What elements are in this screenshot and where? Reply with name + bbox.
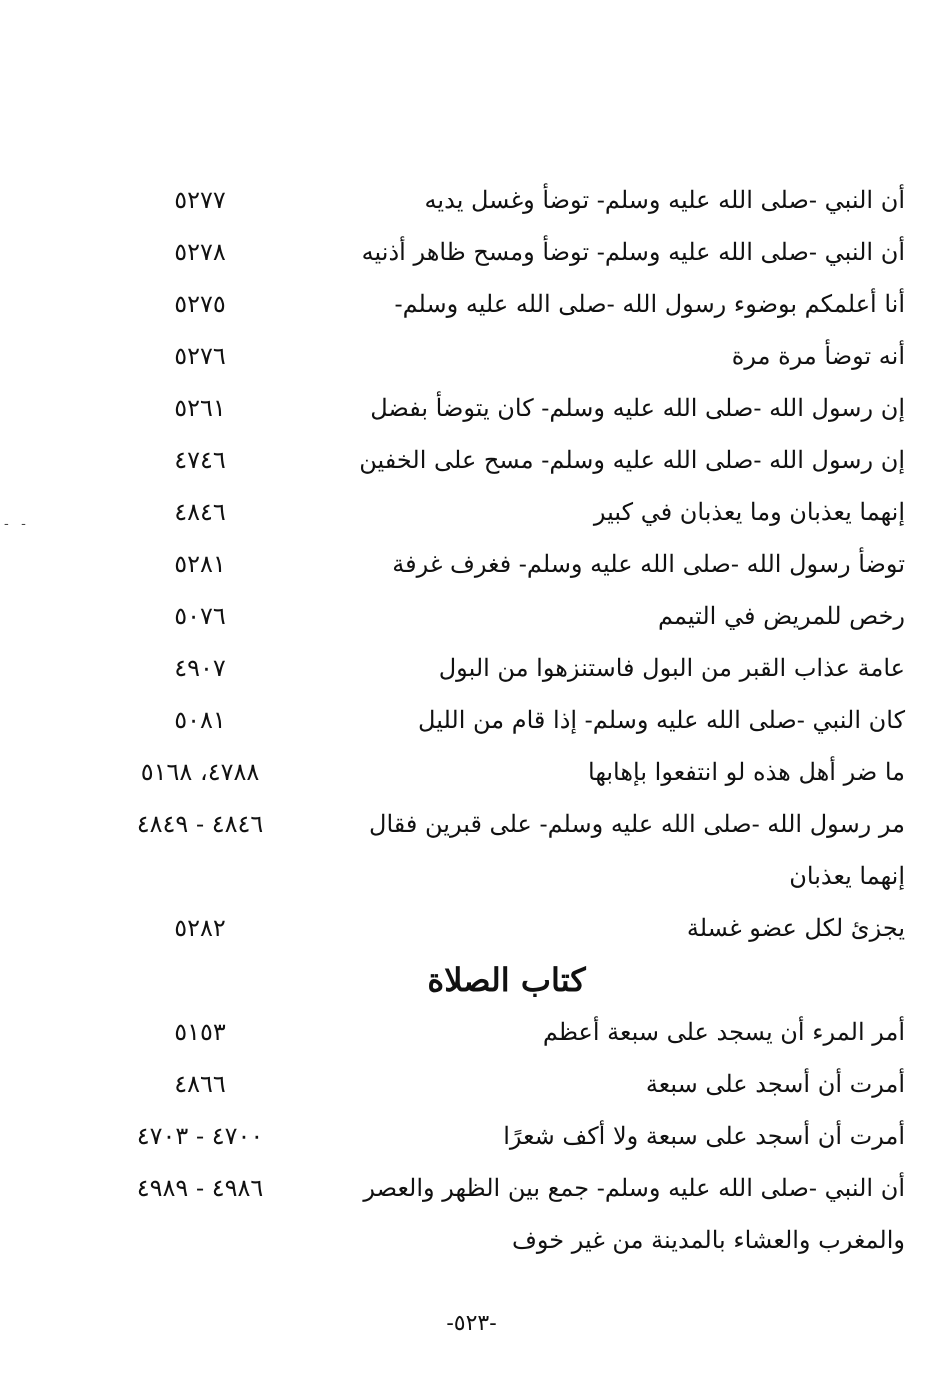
hadith-text: إنهما يعذبان وما يعذبان في كبير (593, 498, 905, 526)
index-entry (0, 1012, 943, 1064)
index-entry (0, 336, 943, 388)
hadith-reference: ٥٠٨١ (174, 706, 226, 734)
index-entry (0, 1168, 943, 1220)
index-entry (0, 232, 943, 284)
index-entry-continuation (0, 856, 943, 908)
hadith-text: ما ضر أهل هذه لو انتفعوا بإهابها (588, 758, 905, 786)
section-title: كتاب الصلاة (427, 961, 586, 999)
hadith-reference: ٤٨٤٦ - ٤٨٤٩ (136, 810, 264, 838)
index-entry (0, 700, 943, 752)
hadith-reference: ٤٧٤٦ (174, 446, 226, 474)
page-number: -٥٢٣- (446, 1311, 497, 1336)
hadith-text: أمرت أن أسجد على سبعة (645, 1070, 905, 1098)
hadith-text: عامة عذاب القبر من البول فاستنزهوا من البول (438, 654, 905, 682)
hadith-reference: ٥٢٦١ (174, 394, 226, 422)
index-entry (0, 1116, 943, 1168)
margin-mark: - - (4, 516, 30, 532)
index-entry (0, 388, 943, 440)
hadith-reference: ٤٨٦٦ (174, 1070, 226, 1098)
hadith-text: إنهما يعذبان (789, 862, 905, 890)
hadith-text: مر رسول الله -صلى الله عليه وسلم- على قبرين فقال (369, 810, 905, 838)
hadith-text: يجزئ لكل عضو غسلة (686, 914, 905, 942)
hadith-reference: ٥٢٨١ (174, 550, 226, 578)
index-entry (0, 180, 943, 232)
hadith-text: أمر المرء أن يسجد على سبعة أعظم (542, 1018, 905, 1046)
index-entry (0, 284, 943, 336)
hadith-text: كان النبي -صلى الله عليه وسلم- إذا قام من الليل (418, 706, 905, 734)
hadith-reference: ٥٢٧٨ (174, 238, 226, 266)
hadith-reference: ٥٢٧٥ (174, 290, 226, 318)
index-entry (0, 440, 943, 492)
hadith-reference: ٥٠٧٦ (174, 602, 226, 630)
hadith-text: أمرت أن أسجد على سبعة ولا أكف شعرًا (503, 1122, 905, 1150)
hadith-text: والمغرب والعشاء بالمدينة من غير خوف (512, 1226, 905, 1254)
index-entry (0, 544, 943, 596)
hadith-reference: ٥١٥٣ (174, 1018, 226, 1046)
hadith-text: إن رسول الله -صلى الله عليه وسلم- كان يتوضأ بفضل (370, 394, 905, 422)
hadith-reference: ٥٢٧٦ (174, 342, 226, 370)
hadith-reference: ٥٢٨٢ (174, 914, 226, 942)
index-entry-continuation (0, 1220, 943, 1272)
index-entry (0, 752, 943, 804)
index-entry (0, 648, 943, 700)
hadith-reference: ٤٧٠٠ - ٤٧٠٣ (136, 1122, 264, 1150)
index-entry (0, 596, 943, 648)
hadith-text: أنه توضأ مرة مرة (731, 342, 905, 370)
index-entry (0, 804, 943, 856)
hadith-text: إن رسول الله -صلى الله عليه وسلم- مسح على الخفين (359, 446, 905, 474)
hadith-text: أنا أعلمكم بوضوء رسول الله -صلى الله عليه وسلم- (394, 290, 905, 318)
hadith-reference: ٤٩٨٦ - ٤٩٨٩ (136, 1174, 264, 1202)
hadith-text: أن النبي -صلى الله عليه وسلم- توضأ ومسح ظاهر أذنيه (361, 238, 905, 266)
hadith-text: أن النبي -صلى الله عليه وسلم- جمع بين الظهر والعصر (363, 1174, 905, 1202)
hadith-text: توضأ رسول الله -صلى الله عليه وسلم- فغرف غرفة (392, 550, 905, 578)
hadith-reference: ٤٩٠٧ (174, 654, 226, 682)
hadith-text: رخص للمريض في التيمم (658, 602, 905, 630)
hadith-text: أن النبي -صلى الله عليه وسلم- توضأ وغسل يديه (424, 186, 905, 214)
hadith-reference: ٤٧٨٨، ٥١٦٨ (140, 758, 260, 786)
hadith-reference: ٤٨٤٦ (174, 498, 226, 526)
index-entry (0, 1064, 943, 1116)
hadith-reference: ٥٢٧٧ (174, 186, 226, 214)
index-entry (0, 492, 943, 544)
